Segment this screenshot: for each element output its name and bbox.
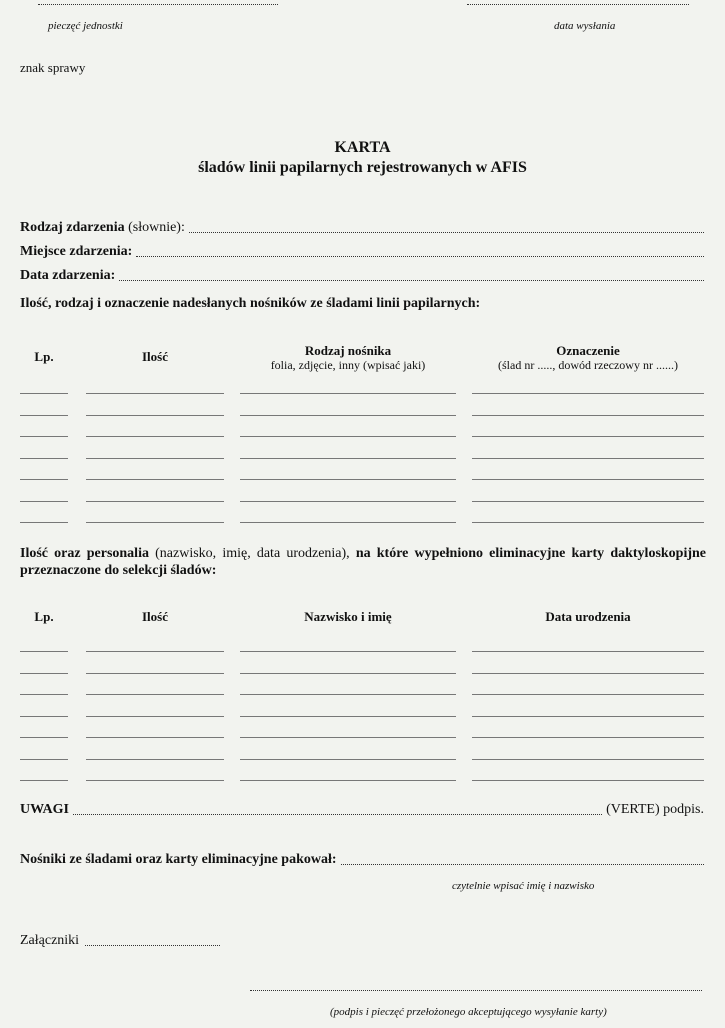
remarks-fill[interactable]	[73, 814, 602, 815]
remarks-label: UWAGI	[20, 802, 70, 817]
event-date-field[interactable]	[20, 268, 704, 284]
s2-row-5-col-2-line[interactable]	[86, 737, 224, 738]
s2-col-name: Nazwisko i imię	[304, 609, 392, 624]
attachments-fill[interactable]	[85, 945, 220, 946]
s1-row-1-col-4-line[interactable]	[472, 393, 704, 394]
s2-row-7-col-4-line[interactable]	[472, 780, 704, 781]
s1-row-2-col-4-line[interactable]	[472, 415, 704, 416]
s1-row-1-col-3-line[interactable]	[240, 393, 456, 394]
packer-fill[interactable]	[341, 864, 704, 865]
event-date-fill[interactable]	[119, 280, 704, 281]
s2-row-3-col-1-line[interactable]	[20, 694, 68, 695]
signature-dotted-line[interactable]	[250, 990, 702, 991]
s1-row-6-col-1-line[interactable]	[20, 501, 68, 502]
stamp-caption: pieczęć jednostki	[48, 20, 123, 32]
event-place-field[interactable]	[20, 244, 704, 260]
s1-col-medium: Rodzaj nośnika folia, zdjęcie, inny (wpisać jaki)	[270, 343, 426, 372]
s1-row-6-col-4-line[interactable]	[472, 501, 704, 502]
s1-row-2-col-3-line[interactable]	[240, 415, 456, 416]
s1-row-6-col-3-line[interactable]	[240, 501, 456, 502]
s1-row-4-col-4-line[interactable]	[472, 458, 704, 459]
s2-row-1-col-2-line[interactable]	[86, 651, 224, 652]
s2-row-2-col-4-line[interactable]	[472, 673, 704, 674]
s2-row-5-col-3-line[interactable]	[240, 737, 456, 738]
s1-row-7-col-2-line[interactable]	[86, 522, 224, 523]
s2-col-count: Ilość	[142, 609, 168, 624]
s2-row-4-col-2-line[interactable]	[86, 716, 224, 717]
s1-row-2-col-2-line[interactable]	[86, 415, 224, 416]
s1-row-3-col-1-line[interactable]	[20, 436, 68, 437]
event-date-label: Data zdarzenia:	[20, 268, 116, 283]
s2-row-2-col-3-line[interactable]	[240, 673, 456, 674]
s2-row-7-col-1-line[interactable]	[20, 780, 68, 781]
s1-row-6-col-2-line[interactable]	[86, 501, 224, 502]
s1-row-4-col-1-line[interactable]	[20, 458, 68, 459]
s2-row-6-col-3-line[interactable]	[240, 759, 456, 760]
remarks-field[interactable]	[20, 802, 704, 818]
s1-row-7-col-4-line[interactable]	[472, 522, 704, 523]
s1-row-5-col-1-line[interactable]	[20, 479, 68, 480]
s1-col-count: Ilość	[142, 349, 168, 364]
s1-row-5-col-3-line[interactable]	[240, 479, 456, 480]
form-title	[0, 138, 725, 178]
event-place-fill[interactable]	[136, 256, 704, 257]
s2-row-7-col-2-line[interactable]	[86, 780, 224, 781]
s1-row-4-col-2-line[interactable]	[86, 458, 224, 459]
event-place-label: Miejsce zdarzenia:	[20, 244, 133, 259]
attachments-label: Załączniki	[20, 933, 80, 948]
s2-row-7-col-3-line[interactable]	[240, 780, 456, 781]
s2-row-2-col-2-line[interactable]	[86, 673, 224, 674]
s2-row-5-col-4-line[interactable]	[472, 737, 704, 738]
s2-row-3-col-4-line[interactable]	[472, 694, 704, 695]
s1-row-1-col-1-line[interactable]	[20, 393, 68, 394]
s1-col-marking: Oznaczenie (ślad nr ....., dowód rzeczowy nr ......)	[498, 343, 678, 372]
signature-caption: (podpis i pieczęć przełożonego akceptującego wysyłanie karty)	[330, 1006, 607, 1018]
s2-row-1-col-1-line[interactable]	[20, 651, 68, 652]
s2-row-5-col-1-line[interactable]	[20, 737, 68, 738]
s2-row-6-col-1-line[interactable]	[20, 759, 68, 760]
packer-field[interactable]	[20, 852, 704, 868]
form-title-line2: śladów linii papilarnych rejestrowanych w AFIS	[198, 159, 527, 176]
date-dotted-line	[467, 4, 689, 5]
s2-col-lp: Lp.	[34, 609, 54, 624]
case-number-label: znak sprawy	[20, 60, 86, 75]
form-title-line1: KARTA	[334, 139, 391, 156]
s2-col-birthdate: Data urodzenia	[545, 609, 631, 624]
s2-row-4-col-4-line[interactable]	[472, 716, 704, 717]
s2-row-3-col-3-line[interactable]	[240, 694, 456, 695]
s2-row-3-col-2-line[interactable]	[86, 694, 224, 695]
s1-row-3-col-3-line[interactable]	[240, 436, 456, 437]
attachments-field[interactable]	[20, 933, 220, 949]
section1-heading: Ilość, rodzaj i oznaczenie nadesłanych nośników ze śladami linii papilarnych:	[20, 296, 481, 311]
remarks-suffix: (VERTE) podpis.	[606, 802, 704, 817]
s1-row-3-col-2-line[interactable]	[86, 436, 224, 437]
s1-row-1-col-2-line[interactable]	[86, 393, 224, 394]
s1-row-5-col-4-line[interactable]	[472, 479, 704, 480]
s2-row-1-col-3-line[interactable]	[240, 651, 456, 652]
s2-row-2-col-1-line[interactable]	[20, 673, 68, 674]
s2-row-6-col-4-line[interactable]	[472, 759, 704, 760]
packer-caption: czytelnie wpisać imię i nazwisko	[452, 880, 595, 892]
section2-heading: Ilość oraz personalia (nazwisko, imię, data urodzenia), na które wypełniono eliminacyjne karty daktyloskopijne przeznaczone do selekcji śladów:	[20, 546, 707, 578]
s1-row-3-col-4-line[interactable]	[472, 436, 704, 437]
packer-label: Nośniki ze śladami oraz karty eliminacyjne pakował:	[20, 852, 337, 867]
s2-row-6-col-2-line[interactable]	[86, 759, 224, 760]
s2-row-4-col-1-line[interactable]	[20, 716, 68, 717]
s1-col-lp: Lp.	[34, 349, 54, 364]
event-type-label: Rodzaj zdarzenia	[20, 220, 125, 235]
s1-row-2-col-1-line[interactable]	[20, 415, 68, 416]
s1-row-7-col-1-line[interactable]	[20, 522, 68, 523]
s1-row-5-col-2-line[interactable]	[86, 479, 224, 480]
date-caption: data wysłania	[554, 20, 616, 32]
s1-row-7-col-3-line[interactable]	[240, 522, 456, 523]
s1-row-4-col-3-line[interactable]	[240, 458, 456, 459]
s2-row-4-col-3-line[interactable]	[240, 716, 456, 717]
event-type-label-rest: (słownie):	[128, 220, 185, 235]
stamp-dotted-line	[38, 4, 278, 5]
event-type-field[interactable]	[20, 220, 704, 236]
event-type-fill[interactable]	[189, 232, 704, 233]
s2-row-1-col-4-line[interactable]	[472, 651, 704, 652]
